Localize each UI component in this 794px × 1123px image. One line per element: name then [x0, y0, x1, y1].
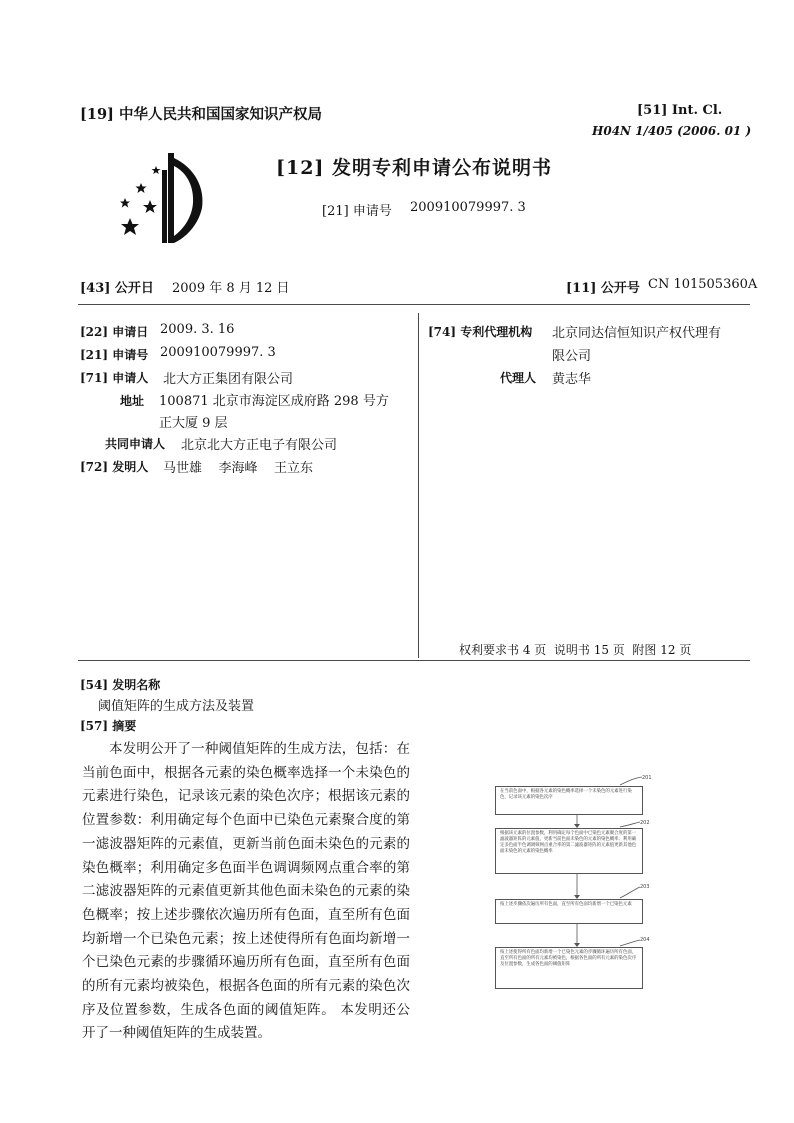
application-number-value: 200910079997. 3 [160, 345, 276, 360]
flowchart-step-203-number: 203 [640, 884, 650, 890]
address-line-2: 正大厦 9 层 [159, 416, 228, 431]
page-counts: 权利要求书 4 页 说明书 15 页 附图 12 页 [459, 643, 692, 657]
applicant-value: 北大方正集团有限公司 [163, 372, 294, 387]
flowchart [490, 775, 665, 995]
logo-star-3 [136, 183, 147, 193]
publication-date-value: 2009 年 8 月 12 日 [172, 281, 290, 296]
invention-title-label: [54] 发明名称 [80, 678, 161, 692]
logo-star-1 [121, 218, 139, 235]
publication-number-value: CN 101505360A [648, 277, 758, 292]
agency-line-1: 北京同达信恒知识产权代理有 [552, 326, 722, 341]
logo-emblem [168, 153, 203, 243]
flowchart-step-204: 按上述使得所有色面均新增一个已染色元素的步骤循环遍历所有色面，直至所有色面的所有元素均被染色，根据各色面的所有元素的染色次序及位置参数，生成各色面的阈值矩阵 [495, 947, 643, 989]
flowchart-step-204-number: 204 [640, 937, 650, 943]
header-application-number-label: [21] 申请号 [322, 204, 392, 219]
application-date-value: 2009. 3. 16 [160, 322, 235, 337]
logo-star-5 [152, 166, 161, 174]
header-application-number-value: 200910079997. 3 [410, 200, 526, 215]
flowchart-step-202: 根据该元素的位置参数，利用确定每个色面中已染色元素聚合度的第一滤波器矩阵的元素值，更新当前色面未染色的元素的染色概率；利用确定多色面半色调调频网点重合率的第二滤波器矩阵的元素值更新其他色面未染色的元素的染色概率 [495, 828, 643, 874]
divider-top [78, 304, 750, 305]
application-date-label: [22] 申请日 [80, 325, 149, 339]
divider-middle [78, 660, 750, 661]
document-type: [12] 发明专利申请公布说明书 [276, 157, 553, 179]
intcl-label: [51] Int. Cl. [637, 103, 723, 118]
divider-vertical [418, 313, 419, 658]
flowchart-step-201: 在当前色面中，根据各元素的染色概率选择一个未染色的元素进行染色，记录该元素的染色次序 [495, 786, 643, 815]
publication-number-label: [11] 公开号 [566, 281, 640, 296]
cnipa-logo [110, 148, 220, 248]
agency-line-2: 限公司 [552, 349, 592, 364]
inventor-value: 马世雄 李海峰 王立东 [163, 461, 314, 476]
flowchart-step-201-number: 201 [642, 775, 652, 781]
intcl-value: H04N 1/405 (2006. 01 ) [592, 124, 752, 138]
co-applicant-label: 共同申请人 [105, 437, 166, 451]
applicant-label: [71] 申请人 [80, 371, 149, 385]
abstract-label: [57] 摘要 [80, 719, 137, 733]
agent-value: 黄志华 [552, 372, 592, 387]
agent-label: 代理人 [500, 371, 537, 385]
address-line-1: 100871 北京市海淀区成府路 298 号方 [159, 394, 389, 409]
publication-date-label: [43] 公开日 [80, 281, 154, 296]
co-applicant-value: 北京北大方正电子有限公司 [181, 438, 338, 453]
office-name: [19] 中华人民共和国国家知识产权局 [80, 106, 322, 123]
flowchart-step-203: 按上述步骤依次遍历所有色面，直至所有色面均新增一个已染色元素 [495, 899, 643, 924]
agency-label: [74] 专利代理机构 [428, 325, 533, 339]
application-number-label: [21] 申请号 [80, 348, 149, 362]
flowchart-step-202-number: 202 [640, 820, 650, 826]
address-label: 地址 [120, 394, 145, 408]
logo-star-2 [143, 200, 157, 213]
logo-star-4 [120, 198, 130, 208]
invention-title: 阈值矩阵的生成方法及装置 [98, 699, 255, 714]
inventor-label: [72] 发明人 [80, 460, 149, 474]
abstract-body: 本发明公开了一种阈值矩阵的生成方法，包括：在当前色面中，根据各元素的染色概率选择一个未染色的元素进行染色，记录该元素的染色次序；根据该元素的位置参数：利用确定每个色面中已染色元素聚合度的第一滤波器矩阵的元素值，更新当前色面未染色的元素的染色概率；利用确定多色面半色调调频网点重合率的第二滤波器矩阵的元素值更新其他色面未染色的元素的染色概率；按上述步骤依次遍历所有色面，直至所有色面均新增一个已染色元素；按上述使得所有色面均新增一个已染色元素的步骤循环遍历所有色面，直至所有色面的所有元素均被染色，根据各色面的所有元素的染色次序及位置参数，生成各色面的阈值矩阵。 本发明还公开了一种阈值矩阵的生成装置。 [82, 741, 410, 1042]
